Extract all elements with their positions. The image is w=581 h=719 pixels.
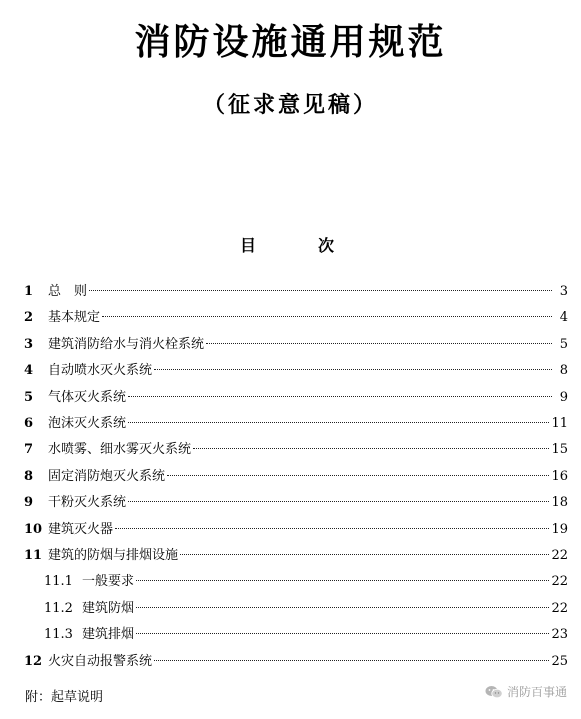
toc-dot-leader [128, 500, 549, 502]
toc-entry-number: 11.3 [44, 627, 73, 643]
wechat-icon [485, 685, 503, 699]
toc-entry-line [48, 388, 568, 408]
toc-entry-page: 22 [551, 548, 568, 563]
toc-dot-leader [180, 553, 549, 555]
toc-dot-leader [136, 632, 549, 634]
toc-entry[interactable] [0, 493, 581, 513]
toc-entry-label: 一般要求 [82, 574, 135, 590]
toc-entry-line [48, 414, 568, 434]
toc-dot-leader [102, 315, 552, 317]
toc-entry-label: 气体灭火系统 [48, 389, 127, 405]
toc-entry-line [48, 493, 568, 513]
toc-entry[interactable] [0, 520, 581, 540]
toc-dot-leader [206, 342, 552, 344]
toc-entry-number: 9 [24, 495, 34, 511]
toc-entry-page: 22 [551, 574, 568, 590]
toc-entry-number: 1 [24, 284, 34, 299]
toc-entry-page: 4 [559, 310, 568, 326]
toc-entry-line [82, 599, 568, 619]
toc-entry[interactable] [0, 282, 581, 302]
toc-dot-leader [136, 579, 549, 581]
toc-entry-page: 22 [551, 600, 568, 616]
watermark [485, 683, 567, 700]
watermark-text: 消防百事通 [506, 685, 567, 699]
toc-entry[interactable] [0, 414, 581, 434]
toc-entry-line [48, 467, 568, 487]
toc-entry-number: 11.1 [44, 574, 73, 590]
toc-entry-label: 建筑排烟 [82, 627, 135, 643]
toc-entry-page: 15 [551, 442, 568, 458]
toc-entry[interactable] [0, 599, 581, 619]
toc-entry-number: 5 [24, 389, 34, 405]
toc-entry[interactable] [0, 546, 581, 566]
toc-heading-right: 次 [318, 236, 335, 255]
toc-entry-line [82, 625, 568, 645]
toc-entry-line [82, 572, 568, 592]
toc-entry[interactable] [0, 625, 581, 645]
toc-entry-label: 建筑灭火器 [48, 521, 114, 537]
toc-entry-page: 5 [559, 336, 568, 352]
toc-entry-label: 建筑的防烟与排烟设施 [48, 548, 179, 563]
toc-entry-line [48, 546, 568, 566]
toc-entry-label: 固定消防炮灭火系统 [48, 468, 166, 484]
toc-entry-number: 2 [24, 310, 34, 326]
toc-entry-label: 水喷雾、细水雾灭火系统 [48, 442, 192, 458]
toc-entry-number: 11 [24, 548, 43, 563]
toc-entry[interactable] [0, 361, 581, 381]
toc-entry-line [48, 308, 568, 328]
toc-entry-page: 3 [559, 284, 568, 299]
toc-entry-page: 11 [551, 416, 568, 431]
toc-dot-leader [128, 421, 549, 423]
toc-entry-page: 19 [551, 521, 568, 537]
toc-dot-leader [167, 474, 549, 476]
toc-entry-page: 25 [551, 653, 568, 669]
toc-entry-number: 7 [24, 442, 34, 458]
toc-entry[interactable] [0, 652, 581, 672]
toc-entry-number: 11.2 [44, 600, 73, 616]
toc-entry-page: 23 [551, 627, 568, 643]
toc-entry-page: 8 [559, 363, 568, 379]
toc-entry-page: 16 [551, 468, 568, 484]
toc-dot-leader [154, 659, 549, 661]
toc-dot-leader [136, 606, 549, 608]
toc-dot-leader [154, 368, 552, 370]
toc-entry[interactable] [0, 388, 581, 408]
toc-entry-number: 3 [24, 336, 34, 352]
toc-entry-line [48, 440, 568, 460]
toc-entry-line [48, 361, 568, 381]
toc-entry-page: 9 [559, 389, 568, 405]
toc-heading-left: 目 [240, 236, 257, 255]
document-title: 消防设施通用规范 [134, 22, 447, 63]
toc-dot-leader [128, 395, 552, 397]
toc-entry-label: 干粉灭火系统 [48, 495, 127, 511]
toc-entry-line [48, 335, 568, 355]
toc-entry[interactable] [0, 308, 581, 328]
toc-entry-label: 自动喷水灭火系统 [48, 363, 153, 379]
toc-entry-number: 6 [24, 416, 34, 431]
toc-entry[interactable] [0, 572, 581, 592]
toc-entry-label: 火灾自动报警系统 [48, 653, 153, 669]
toc-entry-number: 4 [24, 363, 34, 379]
toc-dot-leader [193, 447, 549, 449]
document-subtitle: （征求意见稿） [202, 93, 378, 118]
toc-entry-label: 基本规定 [48, 310, 101, 326]
toc-dot-leader [115, 527, 549, 529]
toc-entry-number: 12 [24, 653, 43, 669]
toc-entry-label: 总 则 [48, 284, 88, 299]
toc-entry-number: 10 [24, 521, 43, 537]
toc-entry[interactable] [0, 335, 581, 355]
toc-entry-page: 18 [551, 495, 568, 511]
toc-entry-line [48, 652, 568, 672]
toc-entry-label: 泡沫灭火系统 [48, 416, 127, 431]
toc-entry-line [48, 282, 568, 302]
toc-entry-label: 建筑防烟 [82, 600, 135, 616]
appendix-note: 附：起草说明 [25, 690, 104, 705]
toc-entry[interactable] [0, 467, 581, 487]
toc-entry-number: 8 [24, 468, 34, 484]
toc-dot-leader [89, 289, 552, 291]
toc-entry-line [48, 520, 568, 540]
toc-entry[interactable] [0, 440, 581, 460]
toc-entry-label: 建筑消防给水与消火栓系统 [48, 336, 205, 352]
